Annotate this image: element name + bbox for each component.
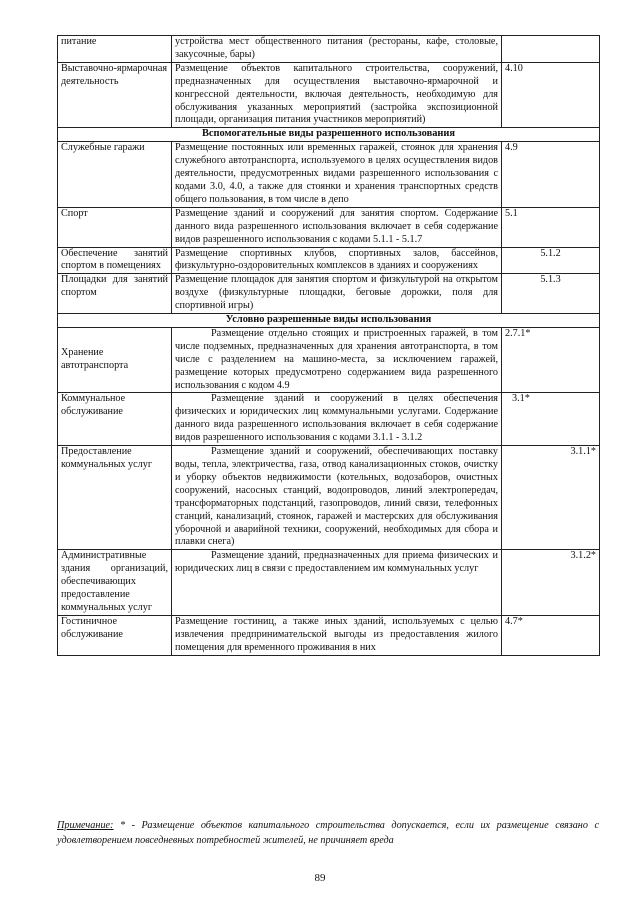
- table-row: [58, 327, 600, 393]
- use-code: 4.9: [502, 142, 600, 208]
- use-name: Предоставление коммунальных услуг: [58, 446, 172, 550]
- use-name: Коммунальное обслуживание: [58, 393, 172, 446]
- table-row: [58, 142, 600, 208]
- use-description: Размещение площадок для занятия спортом и физкультурой на открытом воздухе (физкультурные площадки, беговые дорожки, поля для спортивной игры): [172, 274, 502, 314]
- use-name: питание: [58, 36, 172, 63]
- use-name: Служебные гаражи: [58, 142, 172, 208]
- use-code: 3.1*: [502, 393, 600, 446]
- footnote-label: Примечание:: [57, 820, 114, 831]
- use-description: Размещение постоянных или временных гаражей, стоянок для хранения служебного автотранспорта, используемого в целях осуществления видов деятельности, предусмотренных видами разрешенного использования с кодами 3.0, 4.0, а также для стоянки и хранения транспортных средств общего пользования, в том числе в депо: [172, 142, 502, 208]
- use-name: Выставочно-ярмарочная деятельность: [58, 62, 172, 128]
- table-row: [58, 274, 600, 314]
- section-header-row: [58, 128, 600, 142]
- use-description: Размещение зданий и сооружений, обеспечивающих поставку воды, тепла, электричества, газа, отвод канализационных стоков, очистку и уборку объектов недвижимости (котельных, водозаборов, очистных сооружений, насосных станций, водопроводов, линий электропередач, трансформаторных подстанций, газопроводов, линий связи, телефонных станций, канализаций, стоянок, гаражей и мастерских для обслуживания уборочной и аварийной техники, сооружений, необходимых для сбора и плавки снега): [172, 446, 502, 550]
- use-description: устройства мест общественного питания (рестораны, кафе, столовые, закусочные, бары): [172, 36, 502, 63]
- use-code: 3.1.2*: [502, 550, 600, 616]
- use-code: 2.7.1*: [502, 327, 600, 393]
- use-description: Размещение отдельно стоящих и пристроенных гаражей, в том числе подземных, предназначенных для хранения автотранспорта, в том числе с разделением на машино-места, за исключением гаражей, размещение которых предусмотрено содержанием вида разрешенного использования с кодом 4.9: [172, 327, 502, 393]
- land-use-table: [57, 35, 600, 656]
- use-name: Гостиничное обслуживание: [58, 615, 172, 655]
- table-row: [58, 247, 600, 274]
- use-code: 5.1.2: [502, 247, 600, 274]
- use-description: Размещение зданий, предназначенных для приема физических и юридических лиц в связи с предоставлением им коммунальных услуг: [172, 550, 502, 616]
- use-description: Размещение объектов капитального строительства, сооружений, предназначенных для осуществления выставочно-ярмарочной и конгрессной деятельности, включая деятельность, необходимую для обслуживания указанных мероприятий (застройка экспозиционной площади, организация питания участников мероприятий): [172, 62, 502, 128]
- section-title: Условно разрешенные виды использования: [58, 314, 600, 328]
- table-row: [58, 393, 600, 446]
- use-code: 4.10: [502, 62, 600, 128]
- use-name: Спорт: [58, 207, 172, 247]
- table-row: [58, 36, 600, 63]
- use-code: [502, 36, 600, 63]
- section-header-row: [58, 314, 600, 328]
- page-number: 89: [314, 872, 326, 884]
- use-code: 5.1: [502, 207, 600, 247]
- use-code: 3.1.1*: [502, 446, 600, 550]
- use-name: Обеспечение занятий спортом в помещениях: [58, 247, 172, 274]
- footnote-text: * - Размещение объектов капитального строительства допускается, если их размещение связано с удовлетворением повседневных потребностей жителей, не причиняет вреда: [57, 820, 599, 846]
- use-description: Размещение зданий и сооружений в целях обеспечения физических и юридических лиц коммунальными услугами. Содержание данного вида разрешенного использования включает в себя содержание видов разрешенного использования с кодами 3.1.1 - 3.1.2: [172, 393, 502, 446]
- table-row: [58, 615, 600, 655]
- use-code: 5.1.3: [502, 274, 600, 314]
- section-title: Вспомогательные виды разрешенного использования: [58, 128, 600, 142]
- use-code: 4.7*: [502, 615, 600, 655]
- use-description: Размещение гостиниц, а также иных зданий, используемых с целью извлечения предпринимательской выгоды из предоставления жилого помещения для временного проживания в них: [172, 615, 502, 655]
- use-name: Хранение автотранспорта: [58, 327, 172, 393]
- use-name: Административные здания организаций, обеспечивающих предоставление коммунальных услуг: [58, 550, 172, 616]
- table-row: [58, 550, 600, 616]
- use-description: Размещение спортивных клубов, спортивных залов, бассейнов, физкультурно-оздоровительных комплексов в зданиях и сооружениях: [172, 247, 502, 274]
- footnote: [57, 818, 599, 848]
- use-description: Размещение зданий и сооружений для занятия спортом. Содержание данного вида разрешенного использования включает в себя содержание видов разрешенного использования с кодами 5.1.1 - 5.1.7: [172, 207, 502, 247]
- table-row: [58, 446, 600, 550]
- table-row: [58, 62, 600, 128]
- use-name: Площадки для занятий спортом: [58, 274, 172, 314]
- table-row: [58, 207, 600, 247]
